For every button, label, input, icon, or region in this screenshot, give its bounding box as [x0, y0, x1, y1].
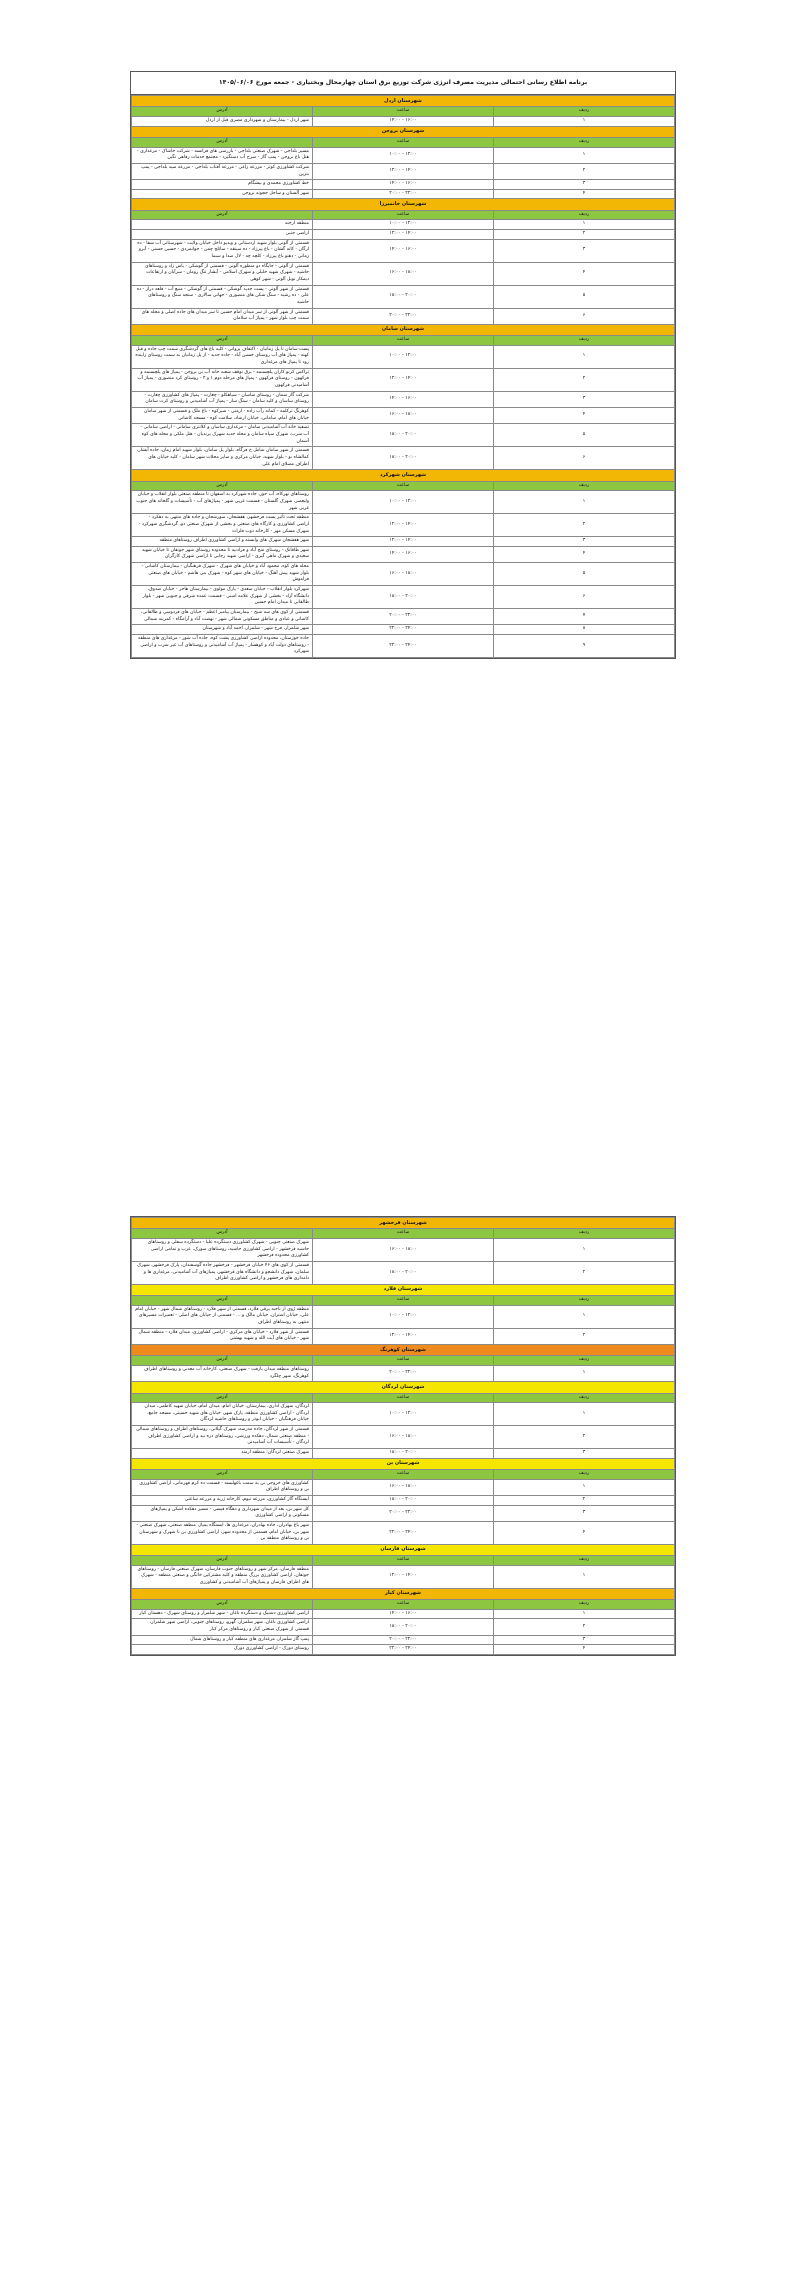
outage-area: کشاورزی های خروجی بن به سمت باغهلیسه - قسمت ده کرم قهرمانی، اراضی کشاورزی بن و روستاهای اطراف — [132, 1479, 313, 1495]
table-row — [132, 1261, 675, 1284]
outage-time: ۲۰:۰۰ - ۲۲:۰۰ — [313, 1365, 494, 1381]
table-row — [132, 285, 675, 308]
table-row — [132, 1365, 675, 1381]
table-row — [132, 537, 675, 547]
outage-area: قسمتی از آلونی - جایگاه دو منظوره آلونی - قسمتی از گوشکی - یاس زاد و روستاهای حاشیه - شهرک شهید خلیلی و شهرک اسلامی - آبشار تنگ رومان - سرآبان و ارتفاعات دیمکار نوبل آلونی - شهر کوهی — [132, 262, 313, 285]
outage-area: کوهرنگ ترکلمه - کمانه رآب زاده - ارمنی - شیرکوه - باغ ملک و قسمتی از شهر سامان خیابان های امام، سامانی، خیابان ارشاد، سلامت کوه - مسجد کاشانی — [132, 408, 313, 424]
row-index: ۲ — [494, 514, 675, 537]
index-header: ردیف — [494, 1393, 675, 1403]
county-header-row — [132, 1284, 675, 1295]
area-header: آدرس — [132, 1470, 313, 1480]
row-index: ۱ — [494, 491, 675, 514]
time-header: ساعت — [313, 1296, 494, 1306]
outage-time: ۱۸:۰۰ - ۲۰:۰۰ — [313, 285, 494, 308]
table-row — [132, 1328, 675, 1344]
county-name: شهرستان شهرکرد — [132, 470, 675, 481]
county-name: شهرستان کیار — [132, 1588, 675, 1599]
table-row — [132, 1619, 675, 1635]
outage-time: ۱۶:۰۰ - ۱۸:۰۰ — [313, 563, 494, 586]
table-row — [132, 230, 675, 240]
outage-area: تراکس کرنو کاران پلچسنمه - برق توقف شعبه خانه آب بن بروجن - پمپاژ های پلچسنمه و فرکهون - روستای فرکهون - پمپاژ های مرحله دوم ۱ و ۲ - روستای کرد منصوری - پمپاژ آب آشامیدنی فرکهون — [132, 368, 313, 391]
outage-time: ۱۲:۰۰ - ۱۴:۰۰ — [313, 1328, 494, 1344]
outage-area: پمپ گاز شلمزار، مرغداری های منطقه کیار و روستاهای شمال — [132, 1635, 313, 1645]
time-header: ساعت — [313, 1556, 494, 1566]
row-index: ۷ — [494, 609, 675, 625]
outage-area: قسمتی از کوی های سه شیخ - بیمارستان پیامبر اعظم - خیابان های فردوسی و طالقانی، کاشانی و عبادی و مناطق مسکونی شمالی شهر - نهضت آباد و آرامگاه - کمربند شمالی — [132, 609, 313, 625]
table-row — [132, 345, 675, 368]
outage-time: ۱۴:۰۰ - ۱۶:۰۰ — [313, 546, 494, 562]
table-row — [132, 1426, 675, 1449]
county-header-row — [132, 199, 675, 210]
outage-time: ۱۰:۰۰ - ۱۲:۰۰ — [313, 491, 494, 514]
table-row — [132, 147, 675, 163]
table-row — [132, 408, 675, 424]
table-row — [132, 1305, 675, 1328]
outage-time: ۲۰:۰۰ - ۲۲:۰۰ — [313, 1505, 494, 1521]
row-index: ۴ — [494, 189, 675, 199]
outage-time: ۱۲:۰۰ - ۱۴:۰۰ — [313, 1565, 494, 1588]
row-index: ۲ — [494, 163, 675, 179]
table-row — [132, 1238, 675, 1261]
county-header-row — [132, 1218, 675, 1229]
row-index: ۵ — [494, 563, 675, 586]
column-header-row — [132, 1470, 675, 1480]
area-header: آدرس — [132, 210, 313, 220]
row-index: ۶ — [494, 586, 675, 609]
row-index: ۲ — [494, 1328, 675, 1344]
outage-area: لردگان، شهرک اداری، بیمارستان، خیابان امام، میدان امام، خیابان شهید کاظمی، میدان لردگان - اراضی کشاورزی منطقه، پارک شهر، خیابان های شهید حسینی، مسجد جامع، خیابان فرهنگیان - خیابان ابوذر و روستاهای حاشیه لردگان — [132, 1403, 313, 1426]
outage-time: ۱۴:۰۰ - ۱۶:۰۰ — [313, 239, 494, 262]
area-header: آدرس — [132, 481, 313, 491]
outage-area: کل شهر بن، بعد از میدان شهرداری و دهگاه قیسی - مسیر دهکده اشکن و پمپاژهای مسکونی و اراضی کشاورزی — [132, 1505, 313, 1521]
outage-time: ۱۸:۰۰ - ۲۰:۰۰ — [313, 1619, 494, 1635]
outage-area: پست سامان تا پل زمانیان - اکتفاف پروانی - کلیه باغ های گردشگری سمت چپ جاده و قبل کهنه - پمپاژ های آب روستای حسین آباد - جاده جدید - از پل زمانیان به سمت روستای زاینده رود تا پمپاژ های مرغداری — [132, 345, 313, 368]
row-index: ۸ — [494, 625, 675, 635]
outage-area: مسیر بلداجی - شهرک صنعتی بلداجی - بازرسی های فرانسه - شرکت خاشاک - مرغداری - هتل باغ بروجن - پمپ گاز - سرخ آب دستگیرد - مجتمع خدمات رفاهی نگین — [132, 147, 313, 163]
county-header-row — [132, 1382, 675, 1393]
table-row — [132, 391, 675, 407]
area-header: آدرس — [132, 1229, 313, 1239]
area-header: آدرس — [132, 336, 313, 346]
column-header-row — [132, 1229, 675, 1239]
area-header: آدرس — [132, 1393, 313, 1403]
index-header: ردیف — [494, 137, 675, 147]
time-header: ساعت — [313, 107, 494, 117]
index-header: ردیف — [494, 1600, 675, 1610]
row-index: ۳ — [494, 1449, 675, 1459]
row-index: ۱ — [494, 1479, 675, 1495]
table-row — [132, 262, 675, 285]
area-header: آدرس — [132, 1296, 313, 1306]
county-header-row — [132, 1544, 675, 1555]
outage-area: خط کشاورزی محمدی و بیشگام — [132, 180, 313, 190]
row-index: ۱ — [494, 116, 675, 126]
area-header: آدرس — [132, 1600, 313, 1610]
outage-time: ۱۲:۰۰ - ۱۴:۰۰ — [313, 537, 494, 547]
time-header: ساعت — [313, 1470, 494, 1480]
row-index: ۱ — [494, 220, 675, 230]
area-header: آدرس — [132, 137, 313, 147]
outage-time: ۱۰:۰۰ - ۱۲:۰۰ — [313, 147, 494, 163]
row-index: ۱ — [494, 1609, 675, 1619]
row-index: ۴ — [494, 1645, 675, 1655]
outage-area: شهر اردل - بیمارستان و شهرداری مصری قبل از اردل — [132, 116, 313, 126]
outage-time: ۱۶:۰۰ - ۱۸:۰۰ — [313, 1426, 494, 1449]
county-header-row — [132, 1458, 675, 1469]
table-row — [132, 116, 675, 126]
document-title: برنامه اطلاع رسانی احتمالی مدیریت مصرف انرژی شرکت توزیع برق استان چهارمحال وبختیاری - جمعه مورخ ۱۴۰۵/۰۶/۰۶ — [131, 72, 675, 95]
column-header-row — [132, 1296, 675, 1306]
outage-area: روستاهای نهرکاه، آب حور، جاده شهرکرد به اصفهان تا منطقه صنعتی بلوار انقلاب و خیابان ولیعصر، شهرک گلستان - قسمت غربی شهر - پمپاژهای آب - تأسیسات و گلخانه های جنوب غربی شهر — [132, 491, 313, 514]
row-index: ۴ — [494, 1521, 675, 1544]
outage-area: شهر آلستان و ساحل ججونه بروجن — [132, 189, 313, 199]
outage-area: قسمتی از شهر آلونی از سر میدان امام حسین تا سر میدان های جاده اصلی و محله های سمت چپ بلوار شهر - پمپاژ آب سلامان — [132, 308, 313, 324]
index-header: ردیف — [494, 1556, 675, 1566]
outage-time: ۲۲:۰۰ - ۲۴:۰۰ — [313, 635, 494, 658]
county-name: شهرستان خانمیرزا — [132, 199, 675, 210]
outage-area: شهر باغ بهادران، جاده بهادران، مرغداری ها، ایستگاه پمپاژ، منطقه صنعتی، شهرک صنعتی - شهر بن، خیابان امام، قسمتی از محدوده شهر، اراضی کشاورزی بن تا شهرک و شهرستان بن و روستاهای منطقه بن — [132, 1521, 313, 1544]
row-index: ۱ — [494, 1365, 675, 1381]
table-row — [132, 586, 675, 609]
column-header-row — [132, 481, 675, 491]
table-row — [132, 1521, 675, 1544]
table-row — [132, 491, 675, 514]
outage-area: قسمتی از شهر آلونی - پست جدید گوشکی - قسمتی از گوشکی - منبع آب - قلعه دراز - ده علی - ده رشید - سنگ شکن های منصوری - جهانی سالاری - سنجه سنگ و روستاهای حاشیه — [132, 285, 313, 308]
outage-time: ۱۶:۰۰ - ۱۸:۰۰ — [313, 408, 494, 424]
table-row — [132, 163, 675, 179]
index-header: ردیف — [494, 210, 675, 220]
time-header: ساعت — [313, 137, 494, 147]
outage-area: شهر شلمزار، فرخ شهر - شلمزار، احمد آباد و شهرستان — [132, 625, 313, 635]
outage-area: اراضی کشاورزی دشتیک و دستگرده ناغان - شهر شلمزار و روستای شهرک - دهستان کیار — [132, 1609, 313, 1619]
index-header: ردیف — [494, 1229, 675, 1239]
outage-time: ۱۸:۰۰ - ۲۰:۰۰ — [313, 586, 494, 609]
outage-area: ایستگاه گاز کشاورزی، مزرعه تیوم، کارخانه ژربه و مزرعه ساعتی — [132, 1495, 313, 1505]
row-index: ۴ — [494, 546, 675, 562]
outage-area: محله های کوه، محمود آباد و خیابان های شهرک - شهرک فرهنگیان - بیمارستان کاشانی - بلوار شهید پیش آهنگ - خیابان های شهر کوه - شهرک بنی هاشم - خیابان های صنعتی فراموش — [132, 563, 313, 586]
table-row — [132, 1403, 675, 1426]
county-header-row — [132, 126, 675, 137]
table-row — [132, 308, 675, 324]
table-row — [132, 1495, 675, 1505]
time-header: ساعت — [313, 1600, 494, 1610]
column-header-row — [132, 1393, 675, 1403]
table-row — [132, 220, 675, 230]
outage-time: ۱۸:۰۰ - ۲۰:۰۰ — [313, 1449, 494, 1459]
schedule-table-2 — [131, 1217, 675, 1655]
row-index: ۶ — [494, 308, 675, 324]
table-row — [132, 180, 675, 190]
table-row — [132, 546, 675, 562]
outage-area: قسمتی از شهر سامان شامل خ فرگاه، بلوار پل سامان، بلوار شهید امام زمان، جاده آبشار، کمالشاه نو - بلوار شهید، خیابان مرکزی و سایر محلات شهر سامان - کلیه خیابان های اطراف مصلای امام علی — [132, 447, 313, 470]
time-header: ساعت — [313, 210, 494, 220]
outage-time: ۱۸:۰۰ - ۲۰:۰۰ — [313, 447, 494, 470]
row-index: ۱ — [494, 1238, 675, 1261]
outage-time: ۱۰:۰۰ - ۱۲:۰۰ — [313, 1305, 494, 1328]
time-header: ساعت — [313, 1229, 494, 1239]
table-row — [132, 1609, 675, 1619]
row-index: ۱ — [494, 147, 675, 163]
outage-area: قسمتی از آلونی بلوار شهید اردستانی و ویدیو داخل خیابان ولایت - شهرستانی آب شفا - ده ارگان - کانه گشان - باغ پیرزاد - ده سینقه - ساتلج چمن - جوانمردی - حسین حسنی - آبرو زمانی - دهنو باغ پیرزاد - کلچه چه - لال صدا و سیما — [132, 239, 313, 262]
row-index: ۴ — [494, 262, 675, 285]
outage-time: ۱۰:۰۰ - ۱۲:۰۰ — [313, 220, 494, 230]
table-row — [132, 1635, 675, 1645]
outage-area: شرکت کشاورزی کوثر - مزرعه زاغی - مزرعه آفتاب بلداجی - مزرعه سید بلداجی - پمپ بنزین — [132, 163, 313, 179]
county-name: شهرستان فرخشهر — [132, 1218, 675, 1229]
outage-area: اراضی کشاورزی ناغان، شهر شلمزار، گهرو، روستاهای جنوبی، اراضی شهر شلمزار، قسمتی از شهرک صنعتی کیار و روستاهای مرکز کیار — [132, 1619, 313, 1635]
index-header: ردیف — [494, 336, 675, 346]
outage-area: شهرک صنعتی لردگان: منطقه ارمند — [132, 1449, 313, 1459]
county-name: شهرستان فلارد — [132, 1284, 675, 1295]
row-index: ۵ — [494, 424, 675, 447]
row-index: ۶ — [494, 447, 675, 470]
time-header: ساعت — [313, 336, 494, 346]
outage-time: ۱۸:۰۰ - ۲۰:۰۰ — [313, 424, 494, 447]
outage-time: ۱۶:۰۰ - ۱۸:۰۰ — [313, 262, 494, 285]
outage-area: روستاهای منطقه میدان بازفت - شهرک صنعتی، کارخانه آب معدنی و روستاهای اطراف کوهرنگ، شهر چلگرد — [132, 1365, 313, 1381]
row-index: ۵ — [494, 285, 675, 308]
outage-time: ۱۲:۰۰ - ۱۴:۰۰ — [313, 514, 494, 537]
outage-area: روستای دورک - اراضی کشاورزی دورک — [132, 1645, 313, 1655]
outage-area: شهرکرد بلوار انقلاب - خیابان سعدی - پارک مولوی - بیمارستان هاجر - خیابان صدوق، دانشگاه آزاد - بخشی از شهرک علامه امینی - قسمت عمده شرقی و جنوبی شهر - بلوار طالقانی تا میدان امام حسین — [132, 586, 313, 609]
outage-time: ۱۸:۰۰ - ۲۰:۰۰ — [313, 1261, 494, 1284]
outage-time: ۱۴:۰۰ - ۱۶:۰۰ — [313, 180, 494, 190]
outage-time: ۱۶:۰۰ - ۱۸:۰۰ — [313, 1238, 494, 1261]
index-header: ردیف — [494, 1470, 675, 1480]
table-row — [132, 625, 675, 635]
table-row — [132, 239, 675, 262]
column-header-row — [132, 1556, 675, 1566]
outage-area: شرکت گاز سمان - روستای ساسان - سیاهکلو - چغارت - پمپاژ های کشاورزی چغارت - روستای ساسان و کلیه سامان - سنگ ساز - پمپاژ آب آشامیدنی و روستای کرت سامان — [132, 391, 313, 407]
county-name: شهرستان بروجن — [132, 126, 675, 137]
row-index: ۲ — [494, 230, 675, 240]
county-header-row — [132, 96, 675, 107]
table-row — [132, 609, 675, 625]
outage-time: ۱۲:۰۰ - ۱۴:۰۰ — [313, 230, 494, 240]
outage-time: ۱۴:۰۰ - ۱۶:۰۰ — [313, 116, 494, 126]
outage-area: قسمتی از شهر فلارد - خیابان های مرکزی - اراضی کشاورزی، میدان فلارد - منطقه شمال شهر - خیابان های آیت الله و شهید بهشتی — [132, 1328, 313, 1344]
area-header: آدرس — [132, 1556, 313, 1566]
outage-time: ۲۰:۰۰ - ۲۲:۰۰ — [313, 609, 494, 625]
table-row — [132, 1505, 675, 1521]
county-name: شهرستان بن — [132, 1458, 675, 1469]
row-index: ۳ — [494, 239, 675, 262]
time-header: ساعت — [313, 1393, 494, 1403]
table-row — [132, 1449, 675, 1459]
area-header: آدرس — [132, 107, 313, 117]
outage-time: ۱۶:۰۰ - ۱۸:۰۰ — [313, 1479, 494, 1495]
outage-time: ۱۴:۰۰ - ۱۶:۰۰ — [313, 1609, 494, 1619]
outage-area: شهر طاقانک - روستای منح آباد و فرادنبه تا محدوده روستای شهر جونقان تا خیابان شهید سعیدی و شهرک ماهی گیری - اراضی شهید رجایی تا اراضی شهرک کارگران — [132, 546, 313, 562]
row-index: ۳ — [494, 180, 675, 190]
column-header-row — [132, 336, 675, 346]
outage-time: ۲۰:۰۰ - ۲۲:۰۰ — [313, 308, 494, 324]
county-header-row — [132, 1588, 675, 1599]
table-row — [132, 447, 675, 470]
area-header: آدرس — [132, 1356, 313, 1366]
column-header-row — [132, 210, 675, 220]
row-index: ۱ — [494, 1305, 675, 1328]
row-index: ۴ — [494, 408, 675, 424]
outage-time: ۲۰:۰۰ - ۲۲:۰۰ — [313, 189, 494, 199]
outage-time: ۲۲:۰۰ - ۲۴:۰۰ — [313, 625, 494, 635]
table-row — [132, 635, 675, 658]
outage-time: ۱۰:۰۰ - ۱۲:۰۰ — [313, 345, 494, 368]
outage-time: ۱۸:۰۰ - ۲۰:۰۰ — [313, 1495, 494, 1505]
schedule-sheet-1 — [130, 71, 676, 659]
outage-time: ۱۲:۰۰ - ۱۴:۰۰ — [313, 368, 494, 391]
table-row — [132, 189, 675, 199]
table-row — [132, 514, 675, 537]
outage-area: جاده خوزستان، محدوده اراضی کشاورزی پشت کوه، جاده آب شور - مرغداری های منطقه - روستاهای دولت آباد و کوهسار - پمپاژ آب آشامیدنی و روستاهای آب غیر شرب و اراضی شهرکرد — [132, 635, 313, 658]
outage-area: شهرک صنعتی جنوبی - شهرک کشاورزی دستگرده علیا - دستگرده سفلی و روستاهای حاشیه فرخشهر - اراضی کشاورزی حاشیه، روستاهای سورک، عرب و تمامی اراضی کشاورزی محدوده فرخشهر — [132, 1238, 313, 1261]
outage-area: منطقه ارجنه — [132, 220, 313, 230]
county-name: شهرستان لردگان — [132, 1382, 675, 1393]
county-header-row — [132, 324, 675, 335]
outage-time: ۱۰:۰۰ - ۱۲:۰۰ — [313, 1403, 494, 1426]
outage-area: قسمتی از شهر لردگان، جاده مدرسه، شهرک گیلانی، روستاهای اطراف و روستاهای شمالی - منطقه صنعتی شمال، دهکده ورزشی، روستاهای دره بید و اراضی کشاورزی اطراف لردگان - تأسیسات آب آشامیدنی — [132, 1426, 313, 1449]
county-name: شهرستان کوهرنگ — [132, 1345, 675, 1356]
row-index: ۲ — [494, 1426, 675, 1449]
outage-time: ۲۰:۰۰ - ۲۲:۰۰ — [313, 1635, 494, 1645]
county-name: شهرستان اردل — [132, 96, 675, 107]
outage-area: قسمتی از کوی های ۴۶ خیابان فرخشهر - فرخشهر جاده گوسفندان، پارک فرخشهر، شهرک سلمان، شهرک دانشجو و دانشگاه های فرخشهر، پمپاژهای آب آشامیدنی، مرغداری ها و دامداری های فرخشهر و اراضی کشاورزی اطراف — [132, 1261, 313, 1284]
outage-area: منطقه رُوی از ناحیه برقی فلارد، قسمتی از شهر فلارد - روستاهای شمال شهر - خیابان امام علی، خیابان اشتران، خیابان مالک و ... - قسمتی از خیابان های اصلی - تعمیرات مسیرهای منتهی به روستاهای اطراف — [132, 1305, 313, 1328]
county-header-row — [132, 470, 675, 481]
column-header-row — [132, 107, 675, 117]
row-index: ۱ — [494, 345, 675, 368]
schedule-sheet-2 — [130, 1216, 676, 1656]
outage-time: ۲۲:۰۰ - ۲۴:۰۰ — [313, 1645, 494, 1655]
row-index: ۳ — [494, 537, 675, 547]
schedule-table-1 — [131, 95, 675, 658]
table-row — [132, 1565, 675, 1588]
row-index: ۲ — [494, 1261, 675, 1284]
table-row — [132, 1479, 675, 1495]
outage-area: منطقه فارسان، مرکز شهر و روستاهای جنوب فارسان، شهرک صنعتی فارسان - روستاهای جونقان، اراضی کشاورزی بزرگ منطقه و کلیه مشترکین خانگی و صنعتی منطقه - شهرک های اطراف فارسان و پمپاژهای آب آشامیدنی و کشاورزی — [132, 1565, 313, 1588]
row-index: ۳ — [494, 391, 675, 407]
table-row — [132, 1645, 675, 1655]
table-row — [132, 563, 675, 586]
county-name: شهرستان فارسان — [132, 1544, 675, 1555]
index-header: ردیف — [494, 107, 675, 117]
row-index: ۹ — [494, 635, 675, 658]
column-header-row — [132, 1600, 675, 1610]
outage-time: ۱۴:۰۰ - ۱۶:۰۰ — [313, 391, 494, 407]
column-header-row — [132, 1356, 675, 1366]
table-row — [132, 424, 675, 447]
time-header: ساعت — [313, 481, 494, 491]
outage-area: شهر هفشجان شهرک های وابسته و اراضی کشاورزی اطراف روستاهای منطقه — [132, 537, 313, 547]
outage-time: ۲۲:۰۰ - ۲۴:۰۰ — [313, 1521, 494, 1544]
column-header-row — [132, 137, 675, 147]
outage-area: منطقه تحت تأثیر پست فرخشهر، هفشجان، سورشجان و جاده های منتهی به دهکرد - اراضی کشاورزی و کارگاه های صنعتی و بخشی از شهرک صنعتی دو، گردشگری شهرکرد - شهرک مسکن مهر - کارخانه ذوب فلزات — [132, 514, 313, 537]
table-row — [132, 368, 675, 391]
row-index: ۲ — [494, 1495, 675, 1505]
county-header-row — [132, 1345, 675, 1356]
outage-area: اراضی جنبی — [132, 230, 313, 240]
row-index: ۱ — [494, 1565, 675, 1588]
row-index: ۲ — [494, 1619, 675, 1635]
index-header: ردیف — [494, 1356, 675, 1366]
outage-area: تصفیه خانه آب آشامیدنی سامان - مرغداری ساسان و کلانتری سامانی - اراضی سامانی - آب شرب، شهرک سپاه سامان و محله جدید شهرک پرندیان - هتل ملکی و محله های کوه آسمان — [132, 424, 313, 447]
outage-time: ۱۲:۰۰ - ۱۴:۰۰ — [313, 163, 494, 179]
time-header: ساعت — [313, 1356, 494, 1366]
index-header: ردیف — [494, 1296, 675, 1306]
row-index: ۲ — [494, 368, 675, 391]
row-index: ۳ — [494, 1635, 675, 1645]
index-header: ردیف — [494, 481, 675, 491]
row-index: ۱ — [494, 1403, 675, 1426]
row-index: ۳ — [494, 1505, 675, 1521]
county-name: شهرستان سامان — [132, 324, 675, 335]
